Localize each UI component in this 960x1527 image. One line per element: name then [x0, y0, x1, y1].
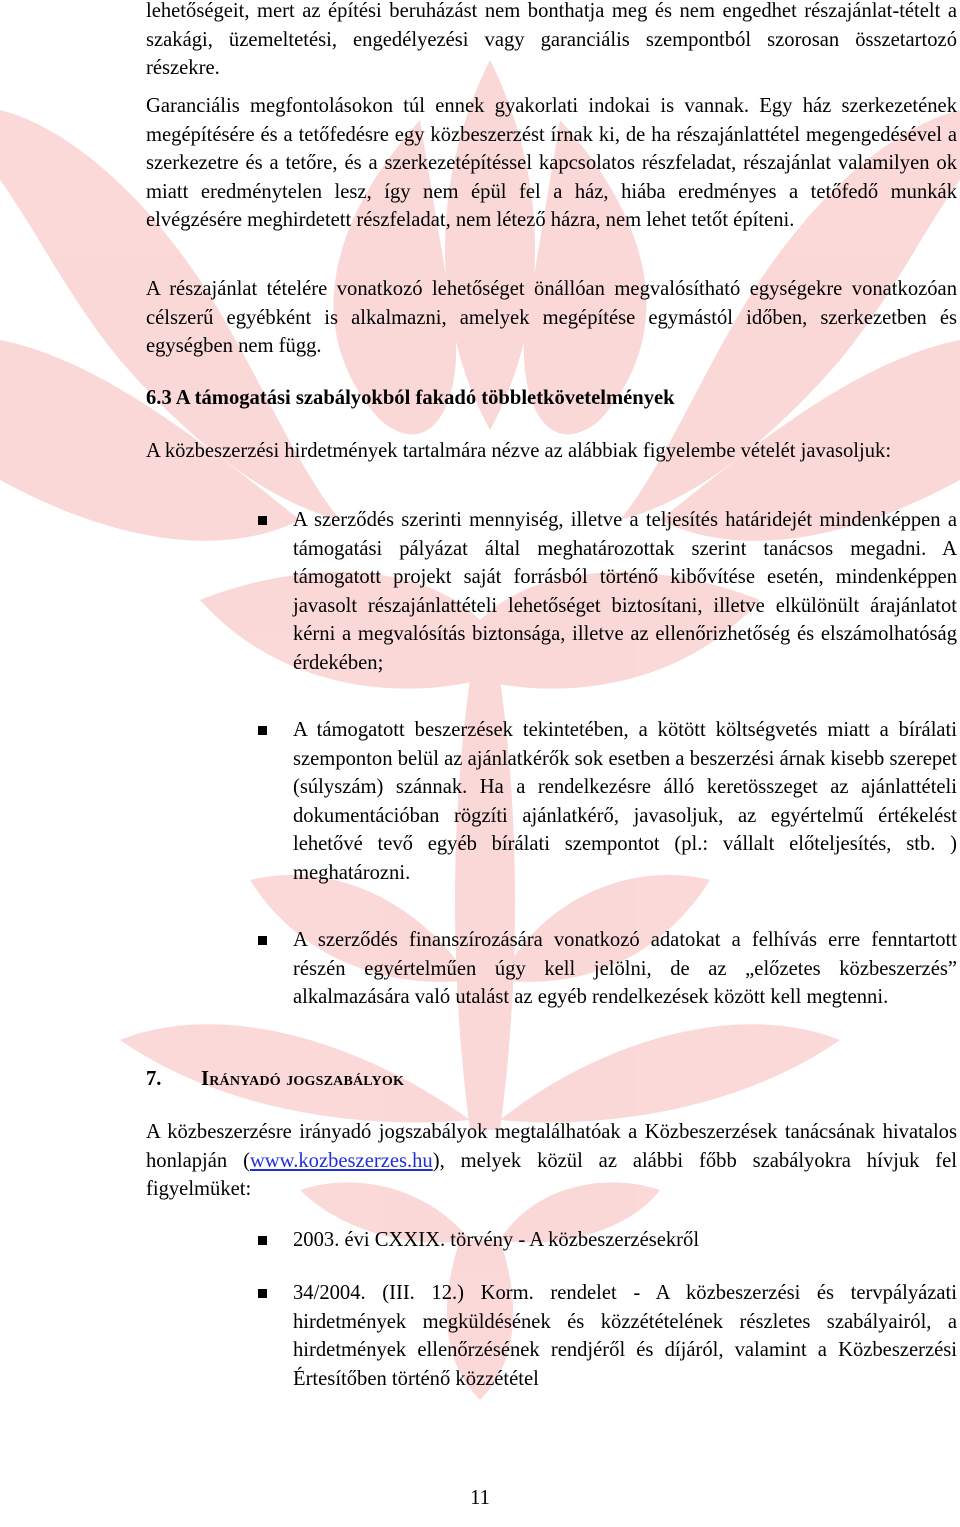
list-item [146, 1279, 957, 1393]
paragraph-garancia: Garanciális megfontolásokon túl ennek gyakorlati indokai is vannak. Egy ház szerkezetének megépítésére és a tetőfedésre egy közbeszerzést írnak ki, de ha részajánlattétel megengedésével a szerkezetre és a tetőre, és a szerkezetépítéssel kapcsolatos részfeladat, részajánlat valamilyen ok miatt eredménytelen lesz, így nem épül fel a ház, hiába eredményes a tetőfedő munkák elvégzésére meghirdetett részfeladat, nem létező házra, nem lehet tetőt építeni. [146, 95, 957, 231]
paragraph-text-before-link: A közbeszerzésre irányadó jogszabályok megtalálhatóak a Közbeszerzések tanácsának hivatalos honlapján ( [146, 1121, 957, 1172]
paragraph-hirdetmenyek: A közbeszerzési hirdetmények tartalmára nézve az alábbiak figyelembe vételét javasoljuk: [146, 440, 892, 462]
section-heading-6-3: 6.3 A támogatási szabályokból fakadó többletkövetelmények [146, 387, 675, 409]
list-item [146, 926, 957, 1012]
square-bullet-icon [258, 516, 267, 525]
square-bullet-icon [258, 936, 267, 945]
square-bullet-icon [258, 726, 267, 735]
list-item-text: A szerződés finanszírozására vonatkozó adatokat a felhívás erre fenntartott részén egyértelműen úgy kell jelölni, de az „előzetes közbeszerzés” alkalmazására való utalást az egyéb rendelkezések között kell megtenni. [293, 929, 957, 1008]
paragraph-text-after-link: ), melyek közül az alábbi főbb szabályokra hívjuk fel figyelmüket: [146, 1149, 958, 1200]
paragraph-reszajanlat: A részajánlat tételére vonatkozó lehetőséget önállóan megvalósítható egységekre vonatkozóan célszerű egyébként is alkalmazni, amelyek megépítése egymástól időben, szerkezetben és egységben nem függ. [146, 278, 957, 357]
square-bullet-icon [258, 1289, 267, 1298]
list-item-text: 34/2004. (III. 12.) Korm. rendelet - A közbeszerzési és tervpályázati hirdetmények megküldésének és közzétételének részletes szabályairól, a hirdetmények ellenőrzésének rendjéről és díjáról, valamint a Közbeszerzési Értesítőben történő közzététel [293, 1282, 957, 1390]
list-item [146, 716, 957, 887]
kozbeszerzes-link[interactable]: www.kozbeszerzes.hu [249, 1149, 433, 1172]
page-number: 11 [470, 1487, 490, 1509]
list-item-text: A támogatott beszerzések tekintetében, a kötött költségvetés miatt a bírálati szemponton belül az ajánlatkérők sok esetben a beszerzési árnak kisebb szerepet (súlyszám) szánnak. Ha a rendelkezésre álló keretösszeget az ajánlattételi dokumentációban rögzíti ajánlatkérő, javasoljuk, az egyértelmű értékelést lehetővé tevő egyéb bírálati szempontot (pl.: vállalt előteljesítés, stb. ) meghatározni. [293, 719, 957, 884]
square-bullet-icon [258, 1236, 267, 1245]
paragraph-intro: lehetőségeit, mert az építési beruházást nem bonthatja meg és nem engedhet részajánlat-tételt a szakági, üzemeltetési, engedélyezési vagy garanciális szempontból szorosan összetartozó részekre. [146, 0, 957, 79]
list-item-text: 2003. évi CXXIX. törvény - A közbeszerzésekről [293, 1229, 700, 1251]
paragraph-jogszabalyok [146, 1118, 957, 1204]
list-item [146, 506, 957, 677]
list-item [146, 1226, 957, 1255]
list-item-text: A szerződés szerinti mennyiség, illetve a teljesítés határidejét mindenképpen a támogatási pályázat által meghatározottak szerint tanácsos megadni. A támogatott projekt saját forrásból történő kibővítése esetén, mindenképpen javasolt részajánlattételi lehetőséget biztosítani, illetve elkülönült árajánlatot kérni a megvalósítás biztonsága, illetve az ellenőrizhetőség és elszámolhatóság érdekében; [293, 509, 957, 674]
section-heading-7 [146, 1065, 957, 1093]
section-number: 7. [146, 1068, 162, 1090]
section-title: Irányadó jogszabályok [201, 1068, 405, 1090]
